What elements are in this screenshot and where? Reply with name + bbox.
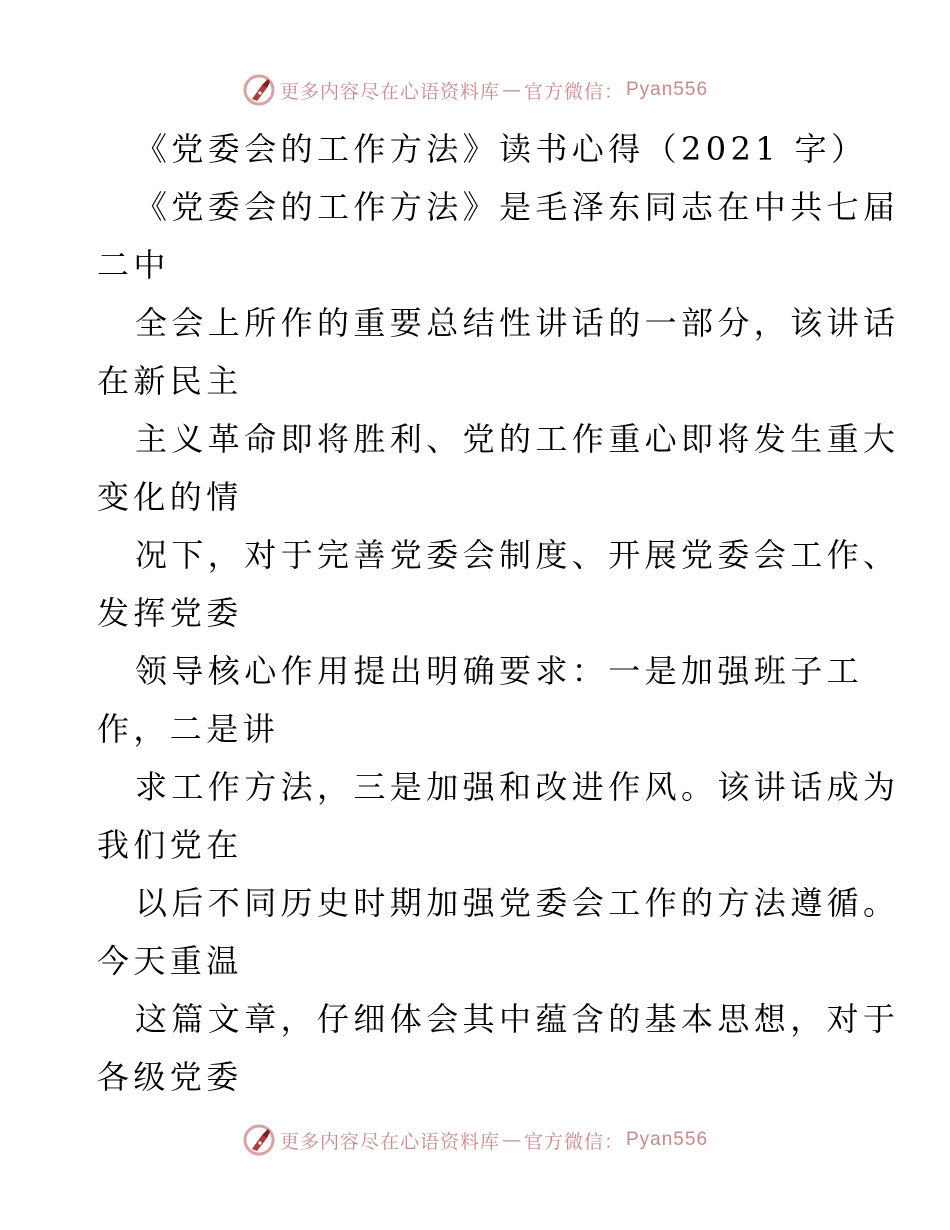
banner-separator: — <box>501 79 522 101</box>
banner-wechat-label: 官方微信： <box>523 1130 624 1153</box>
text-line: 全会上所作的重要总结性讲话的一部分，该讲话 <box>135 304 900 342</box>
text-line: 领导核心作用提出明确要求：一是加强班子工 <box>135 652 864 690</box>
text-line: 在新民主 <box>97 362 243 400</box>
banner-text: 更多内容尽在心语资料库 <box>279 80 500 103</box>
banner-wechat-id: Pyan556 <box>626 1129 709 1150</box>
text-line: 各级党委 <box>97 1058 243 1096</box>
banner-wechat-id: Pyan556 <box>626 79 709 100</box>
document-title: 《党委会的工作方法》读书心得（2021 字） <box>135 130 868 168</box>
text-line: 这篇文章，仔细体会其中蕴含的基本思想，对于 <box>135 1000 900 1038</box>
text-line: 我们党在 <box>97 826 243 864</box>
text-line: 况下，对于完善党委会制度、开展党委会工作、 <box>135 536 900 574</box>
pen-nib-logo-icon <box>242 73 276 107</box>
footer-watermark-banner <box>0 1120 950 1160</box>
text-line: 发挥党委 <box>97 594 243 632</box>
document-body <box>97 120 900 1106</box>
text-line: 今天重温 <box>97 942 243 980</box>
header-watermark-banner <box>0 70 950 110</box>
text-line: 求工作方法，三是加强和改进作风。该讲话成为 <box>135 768 900 806</box>
text-line: 变化的情 <box>97 478 243 516</box>
text-line: 以后不同历史时期加强党委会工作的方法遵循。 <box>135 884 900 922</box>
text-line: 作，二是讲 <box>97 710 280 748</box>
banner-separator: — <box>501 1129 522 1151</box>
text-line: 二中 <box>97 246 170 284</box>
banner-wechat-label: 官方微信： <box>523 80 624 103</box>
pen-nib-logo-icon <box>242 1123 276 1157</box>
text-line: 《党委会的工作方法》是毛泽东同志在中共七届 <box>135 188 900 226</box>
banner-text: 更多内容尽在心语资料库 <box>279 1130 500 1153</box>
text-line: 主义革命即将胜利、党的工作重心即将发生重大 <box>135 420 900 458</box>
